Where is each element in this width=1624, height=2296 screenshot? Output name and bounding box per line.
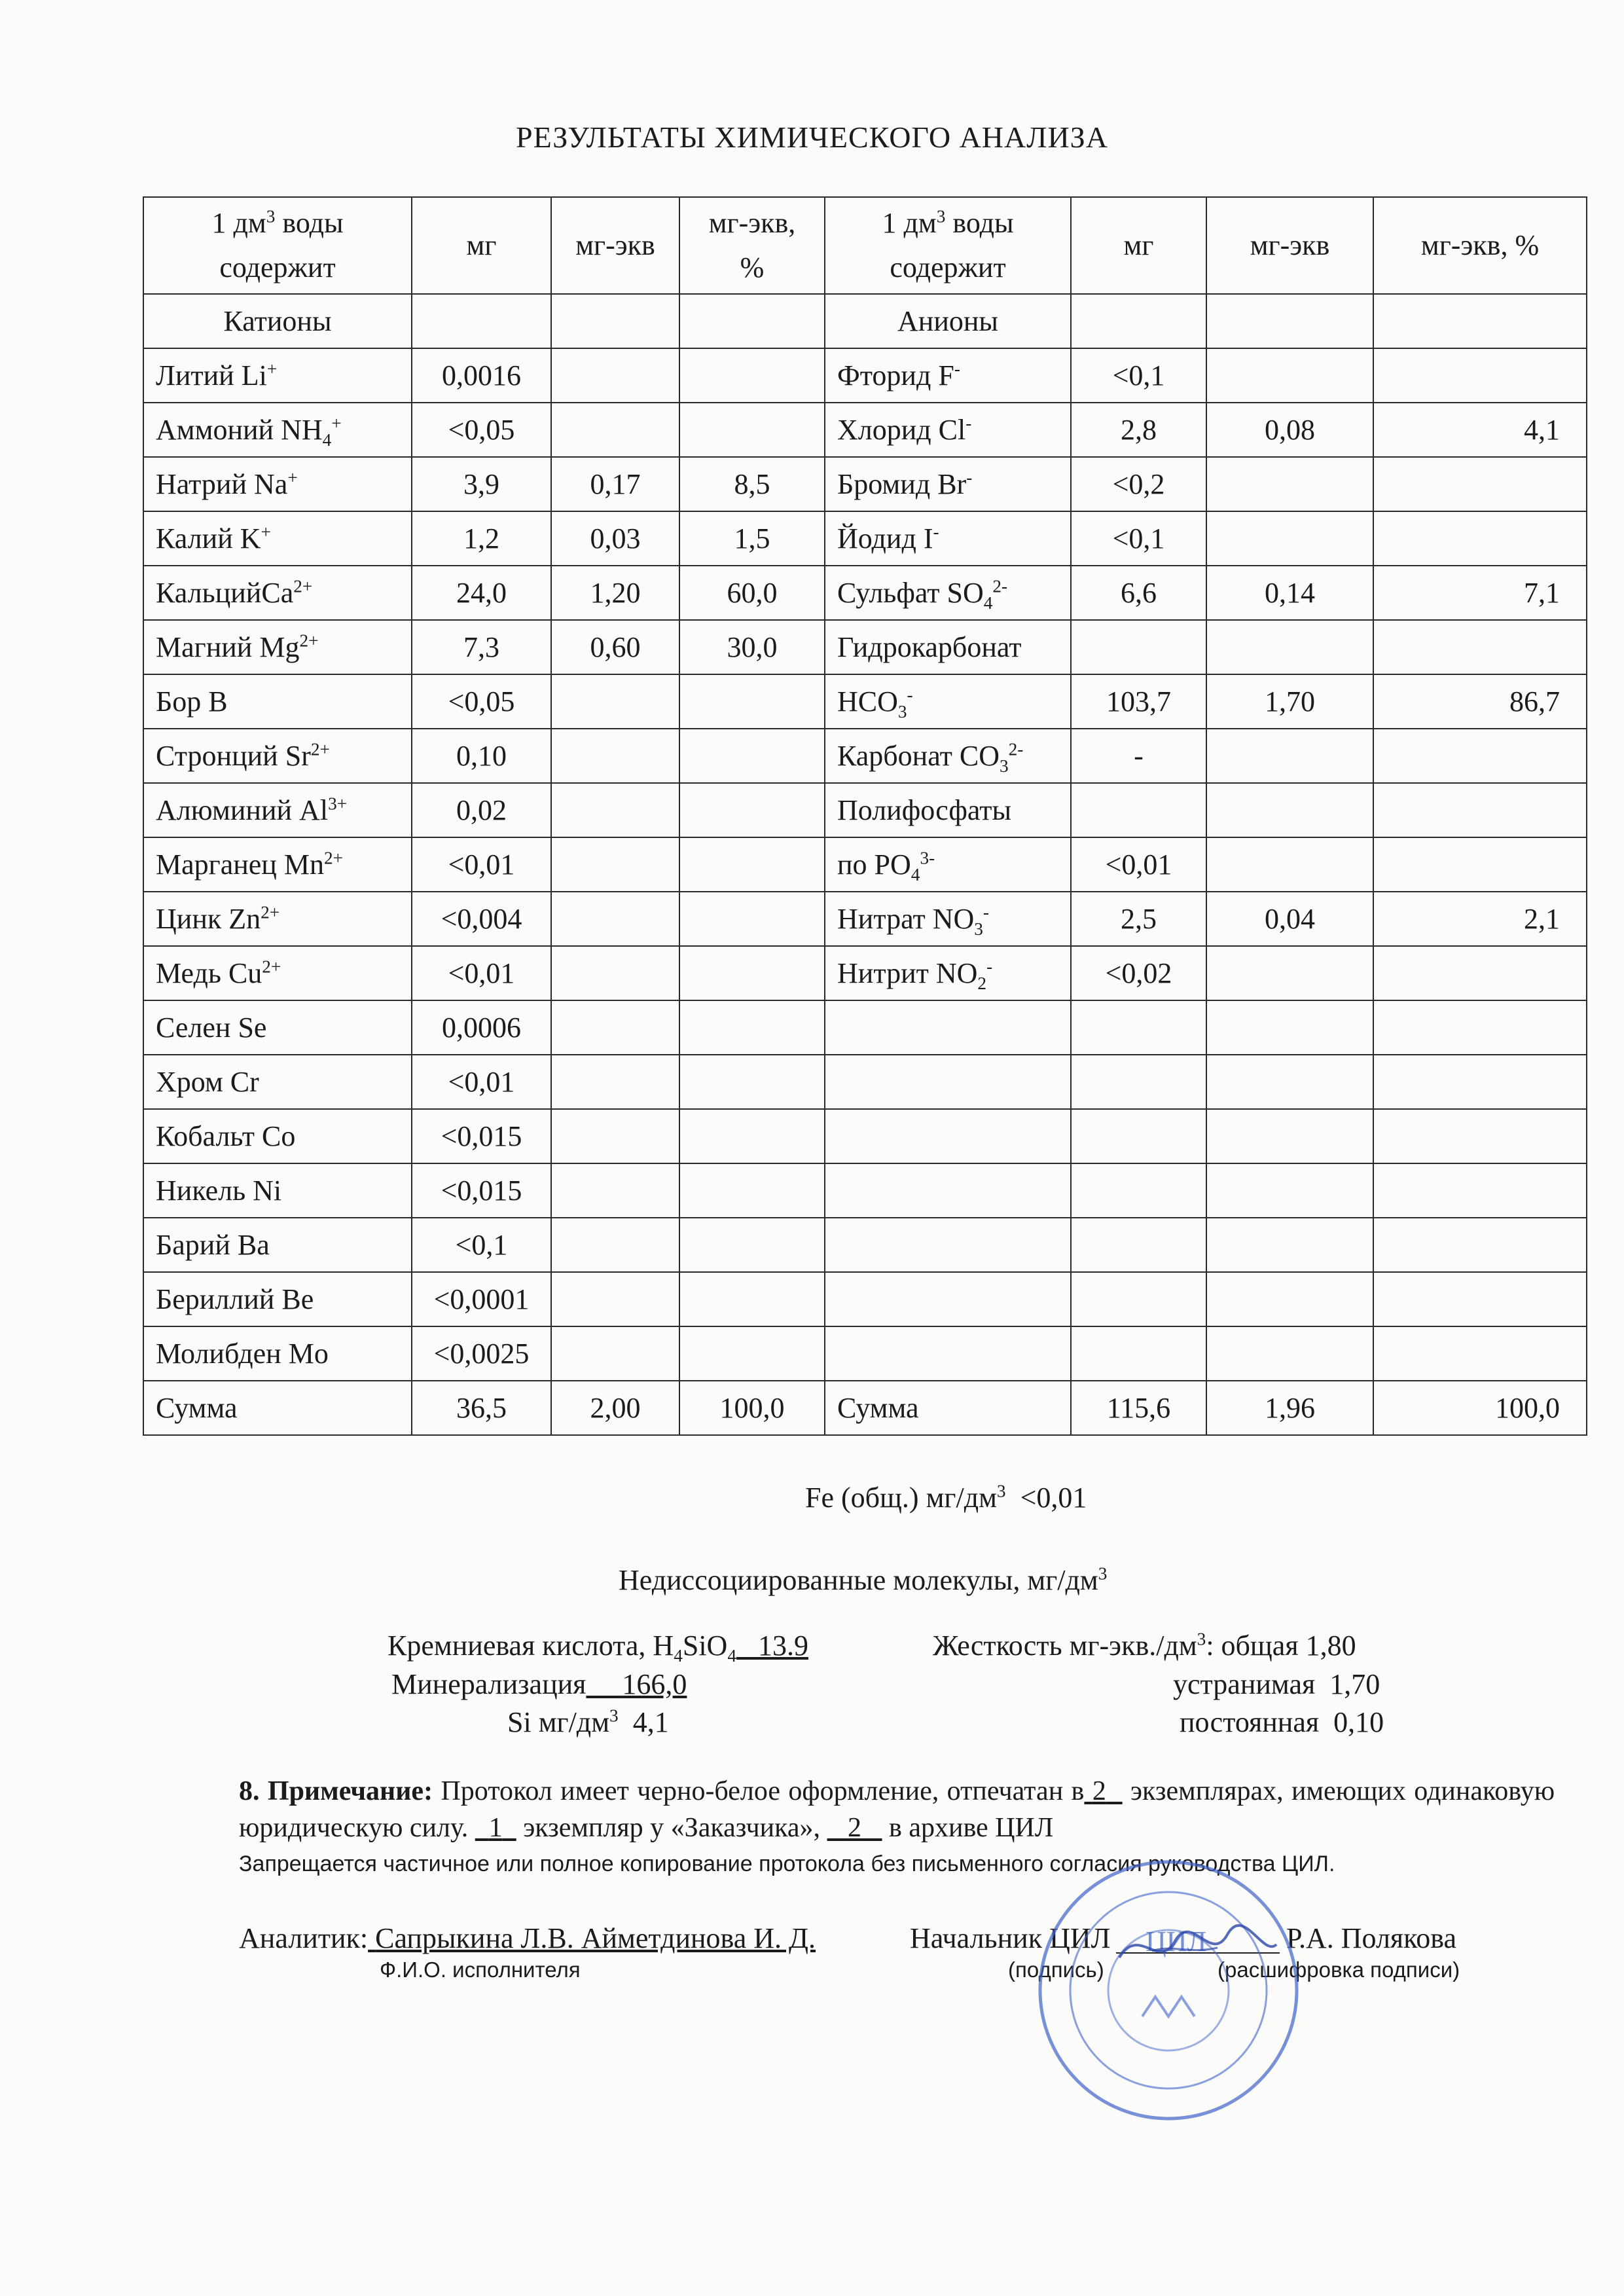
cation-name: Кобальт Co — [143, 1109, 412, 1163]
table-row — [143, 1163, 1587, 1218]
cation-pct — [679, 783, 825, 837]
anion-mg: <0,1 — [1071, 511, 1206, 566]
cation-mgeq — [551, 729, 679, 783]
anion-pct: 4,1 — [1373, 403, 1587, 457]
table-row — [143, 892, 1587, 946]
cation-mgeq — [551, 1000, 679, 1055]
anion-mgeq — [1206, 511, 1373, 566]
header-mgeq: мг-экв — [551, 197, 679, 294]
anion-mg — [1071, 1218, 1206, 1272]
table-row — [143, 1000, 1587, 1055]
anion-mgeq — [1206, 1055, 1373, 1109]
table-row — [143, 1272, 1587, 1326]
anion-mg: <0,01 — [1071, 837, 1206, 892]
cation-pct — [679, 1218, 825, 1272]
cation-mgeq — [551, 1326, 679, 1381]
anion-mgeq — [1206, 1272, 1373, 1326]
anion-mg: <0,02 — [1071, 946, 1206, 1000]
table-row — [143, 1218, 1587, 1272]
anion-mgeq — [1206, 1109, 1373, 1163]
chief-label: Начальник ЦИЛ — [910, 1922, 1111, 1954]
anion-name: Нитрат $NO_3^-$ — [825, 892, 1071, 946]
cation-pct — [679, 729, 825, 783]
cation-name: Магний $Mg^{2+}$ — [143, 620, 412, 674]
analysis-table — [143, 196, 1587, 1436]
decode-caption: (расшифровка подписи) — [1218, 1958, 1460, 1982]
anion-name — [825, 1055, 1071, 1109]
anion-name: Сульфат $SO_4^{2-}$ — [825, 566, 1071, 620]
cation-name: Калий K+ — [143, 511, 412, 566]
anion-name: Йодид I- — [825, 511, 1071, 566]
anion-name — [825, 1000, 1071, 1055]
header-cations-col: 1 $дм^3$ воды содержит — [143, 197, 412, 294]
table-header-row — [143, 197, 1587, 294]
header-mg-anions: мг — [1071, 197, 1206, 294]
anion-mg — [1071, 1163, 1206, 1218]
anion-name — [825, 1272, 1071, 1326]
chief-name: Р.А. Полякова — [1286, 1922, 1457, 1954]
undissociated-heading: Недиссоциированные молекулы, $мг/дм^3$ — [619, 1563, 1108, 1596]
anion-pct — [1373, 511, 1587, 566]
cation-pct — [679, 1000, 825, 1055]
cation-name: Марганец $Mn^{2+}$ — [143, 837, 412, 892]
anion-name: $HCO_3^-$ — [825, 674, 1071, 729]
anion-name: по $PO_4^{3-}$ — [825, 837, 1071, 892]
header-anions-col: 1 $дм^3$ воды содержит — [825, 197, 1071, 294]
cation-mgeq — [551, 1163, 679, 1218]
cation-pct: 60,0 — [679, 566, 825, 620]
anion-name: Хлорид Cl- — [825, 403, 1071, 457]
anion-mg — [1071, 1272, 1206, 1326]
note-paragraph: 8. Примечание: Протокол имеет черно-белое оформление, отпечатан в 2 экземплярах, имеющих одинаковую юридическую силу. 1 экземпляр у «Заказчика», 2 в архиве ЦИЛ — [239, 1776, 1555, 1843]
sum-row — [143, 1381, 1587, 1435]
cation-pct — [679, 1272, 825, 1326]
signature-scribble — [1113, 1918, 1283, 1977]
hardness-removable: устранимая 1,70 — [1173, 1668, 1380, 1700]
anion-pct — [1373, 620, 1587, 674]
cation-pct — [679, 1326, 825, 1381]
table-row — [143, 729, 1587, 783]
stamp-text: ЦИЛ — [1146, 1925, 1207, 1958]
cation-name: Бериллий Be — [143, 1272, 412, 1326]
sign-caption: (подпись) — [1008, 1958, 1104, 1982]
cation-mg: <0,1 — [412, 1218, 551, 1272]
anion-mgeq — [1206, 729, 1373, 783]
anion-mgeq: 0,08 — [1206, 403, 1373, 457]
anion-name: Гидрокарбонат — [825, 620, 1071, 674]
anion-mgeq — [1206, 1218, 1373, 1272]
table-row — [143, 1055, 1587, 1109]
cation-name: Барий Ba — [143, 1218, 412, 1272]
anion-name: Фторид F- — [825, 348, 1071, 403]
cation-mgeq — [551, 783, 679, 837]
cation-name: Алюминий $Al^{3+}$ — [143, 783, 412, 837]
cation-mgeq — [551, 892, 679, 946]
cation-name: Стронций $Sr^{2+}$ — [143, 729, 412, 783]
sum-cation-mg: 36,5 — [412, 1381, 551, 1435]
anion-pct — [1373, 783, 1587, 837]
anion-pct — [1373, 1218, 1587, 1272]
anion-pct — [1373, 457, 1587, 511]
cation-pct — [679, 1055, 825, 1109]
cation-mgeq — [551, 1272, 679, 1326]
anion-mgeq — [1206, 1163, 1373, 1218]
cation-pct — [679, 348, 825, 403]
anion-pct — [1373, 837, 1587, 892]
anion-mg — [1071, 620, 1206, 674]
anion-name — [825, 1109, 1071, 1163]
cation-mg: 1,2 — [412, 511, 551, 566]
anion-pct: 86,7 — [1373, 674, 1587, 729]
anion-mgeq: 0,14 — [1206, 566, 1373, 620]
anion-mgeq: 1,70 — [1206, 674, 1373, 729]
sum-anion-mg: 115,6 — [1071, 1381, 1206, 1435]
anion-mgeq — [1206, 620, 1373, 674]
copy-restriction: Запрещается частичное или полное копирование протокола без письменного согласия руководства ЦИЛ. — [239, 1851, 1335, 1876]
anion-pct — [1373, 729, 1587, 783]
anion-mg — [1071, 1326, 1206, 1381]
anion-mg — [1071, 1055, 1206, 1109]
cation-mgeq — [551, 674, 679, 729]
cation-mg: 0,02 — [412, 783, 551, 837]
header-mgeq-pct: мг-экв, % — [679, 197, 825, 294]
anion-mgeq: 0,04 — [1206, 892, 1373, 946]
section-row — [143, 294, 1587, 348]
analyst-caption: Ф.И.О. исполнителя — [380, 1958, 581, 1982]
anion-mgeq — [1206, 457, 1373, 511]
sum-label-cations: Сумма — [143, 1381, 412, 1435]
cation-pct — [679, 674, 825, 729]
anion-mgeq — [1206, 783, 1373, 837]
anion-pct: 7,1 — [1373, 566, 1587, 620]
anion-mg — [1071, 1000, 1206, 1055]
anion-pct — [1373, 1272, 1587, 1326]
fe-line: Fe (общ.) $мг/дм^3 <0,01$ — [805, 1481, 1087, 1514]
cation-pct — [679, 892, 825, 946]
table-row — [143, 674, 1587, 729]
anion-mg: 6,6 — [1071, 566, 1206, 620]
anion-mg: 2,8 — [1071, 403, 1206, 457]
cation-pct — [679, 1109, 825, 1163]
table-row — [143, 1326, 1587, 1381]
anion-pct: 2,1 — [1373, 892, 1587, 946]
anion-mg: 2,5 — [1071, 892, 1206, 946]
anion-name — [825, 1218, 1071, 1272]
page-title: РЕЗУЛЬТАТЫ ХИМИЧЕСКОГО АНАЛИЗА — [516, 120, 1108, 154]
table-row — [143, 457, 1587, 511]
cation-name: Цинк $Zn^{2+}$ — [143, 892, 412, 946]
anion-pct — [1373, 1000, 1587, 1055]
cation-mg: <0,01 — [412, 946, 551, 1000]
anion-mg: 103,7 — [1071, 674, 1206, 729]
table-row — [143, 837, 1587, 892]
silicic-acid: Кремниевая кислота, $H_4SiO_4$ 13.9 — [388, 1630, 808, 1666]
cation-name: Натрий Na+ — [143, 457, 412, 511]
sum-cation-pct: 100,0 — [679, 1381, 825, 1435]
anion-mgeq — [1206, 348, 1373, 403]
cation-pct: 1,5 — [679, 511, 825, 566]
cation-mgeq — [551, 946, 679, 1000]
round-stamp — [1031, 1853, 1306, 2128]
hardness-permanent: постоянная 0,10 — [1180, 1706, 1384, 1738]
anion-mgeq — [1206, 1000, 1373, 1055]
cation-mg: <0,01 — [412, 837, 551, 892]
cation-mg: <0,01 — [412, 1055, 551, 1109]
anion-mg: - — [1071, 729, 1206, 783]
cation-mg: <0,015 — [412, 1163, 551, 1218]
anion-name: Карбонат $CO_3^{2-}$ — [825, 729, 1071, 783]
cation-name: Селен Se — [143, 1000, 412, 1055]
cation-mgeq — [551, 348, 679, 403]
hardness-total: Жесткость $мг-экв./дм^3$: общая 1,80 — [933, 1629, 1356, 1662]
cation-mgeq — [551, 1109, 679, 1163]
table-row — [143, 620, 1587, 674]
cation-mg: 0,0006 — [412, 1000, 551, 1055]
anion-mgeq — [1206, 1326, 1373, 1381]
anion-pct — [1373, 348, 1587, 403]
anion-name — [825, 1163, 1071, 1218]
cation-mg: 7,3 — [412, 620, 551, 674]
cation-mgeq: 1,20 — [551, 566, 679, 620]
cation-name: Молибден Mo — [143, 1326, 412, 1381]
cation-pct — [679, 837, 825, 892]
cation-pct: 8,5 — [679, 457, 825, 511]
cation-pct — [679, 403, 825, 457]
anion-name: Полифосфаты — [825, 783, 1071, 837]
sum-cation-mgeq: 2,00 — [551, 1381, 679, 1435]
cation-mgeq: 0,60 — [551, 620, 679, 674]
si-line: Si $мг/дм^3$ 4,1 — [507, 1705, 669, 1738]
analyst-line: Аналитик: Сапрыкина Л.В. Айметдинова И. Д. — [239, 1922, 816, 1954]
table-row — [143, 403, 1587, 457]
cation-mg: <0,05 — [412, 403, 551, 457]
cation-mgeq: 0,03 — [551, 511, 679, 566]
anion-mg — [1071, 1109, 1206, 1163]
cation-mgeq: 0,17 — [551, 457, 679, 511]
table-row — [143, 511, 1587, 566]
header-mgeq-anions: мг-экв — [1206, 197, 1373, 294]
cation-mg: 0,0016 — [412, 348, 551, 403]
anion-name: Бромид Br- — [825, 457, 1071, 511]
anion-pct — [1373, 1163, 1587, 1218]
cation-mg: <0,05 — [412, 674, 551, 729]
cation-mgeq — [551, 837, 679, 892]
cation-mg: <0,015 — [412, 1109, 551, 1163]
cation-name: Бор B — [143, 674, 412, 729]
anions-label: Анионы — [825, 294, 1071, 348]
cation-mg: 0,10 — [412, 729, 551, 783]
anion-pct — [1373, 1109, 1587, 1163]
anion-name — [825, 1326, 1071, 1381]
anion-pct — [1373, 946, 1587, 1000]
cation-name: Литий Li+ — [143, 348, 412, 403]
anion-mg — [1071, 783, 1206, 837]
sum-label-anions: Сумма — [825, 1381, 1071, 1435]
cation-mg: <0,0001 — [412, 1272, 551, 1326]
cation-mg: <0,0025 — [412, 1326, 551, 1381]
cation-mgeq — [551, 403, 679, 457]
anion-mg: <0,1 — [1071, 348, 1206, 403]
header-mg: мг — [412, 197, 551, 294]
cation-pct: 30,0 — [679, 620, 825, 674]
cation-mg: 3,9 — [412, 457, 551, 511]
anion-mg: <0,2 — [1071, 457, 1206, 511]
table-row — [143, 946, 1587, 1000]
anion-mgeq — [1206, 837, 1373, 892]
anion-name: Нитрит $NO_2^-$ — [825, 946, 1071, 1000]
cation-pct — [679, 1163, 825, 1218]
cation-name: Никель Ni — [143, 1163, 412, 1218]
header-mgeq-pct-anions: мг-экв, % — [1373, 197, 1587, 294]
table-row — [143, 566, 1587, 620]
sum-anion-mgeq: 1,96 — [1206, 1381, 1373, 1435]
cation-mg: <0,004 — [412, 892, 551, 946]
cation-mgeq — [551, 1218, 679, 1272]
cation-name: Медь $Cu^{2+}$ — [143, 946, 412, 1000]
mineralization: Минерализация 166,0 — [391, 1668, 687, 1700]
anion-pct — [1373, 1326, 1587, 1381]
cation-mg: 24,0 — [412, 566, 551, 620]
sum-anion-pct: 100,0 — [1373, 1381, 1587, 1435]
cation-name: КальцийCa$^{2+}$ — [143, 566, 412, 620]
table-row — [143, 783, 1587, 837]
cation-name: Хром Cr — [143, 1055, 412, 1109]
cation-mgeq — [551, 1055, 679, 1109]
table-row — [143, 1109, 1587, 1163]
table-row — [143, 348, 1587, 403]
anion-pct — [1373, 1055, 1587, 1109]
cation-pct — [679, 946, 825, 1000]
anion-mgeq — [1206, 946, 1373, 1000]
cation-name: Аммоний $NH_4^+$ — [143, 403, 412, 457]
cations-label: Катионы — [143, 294, 412, 348]
